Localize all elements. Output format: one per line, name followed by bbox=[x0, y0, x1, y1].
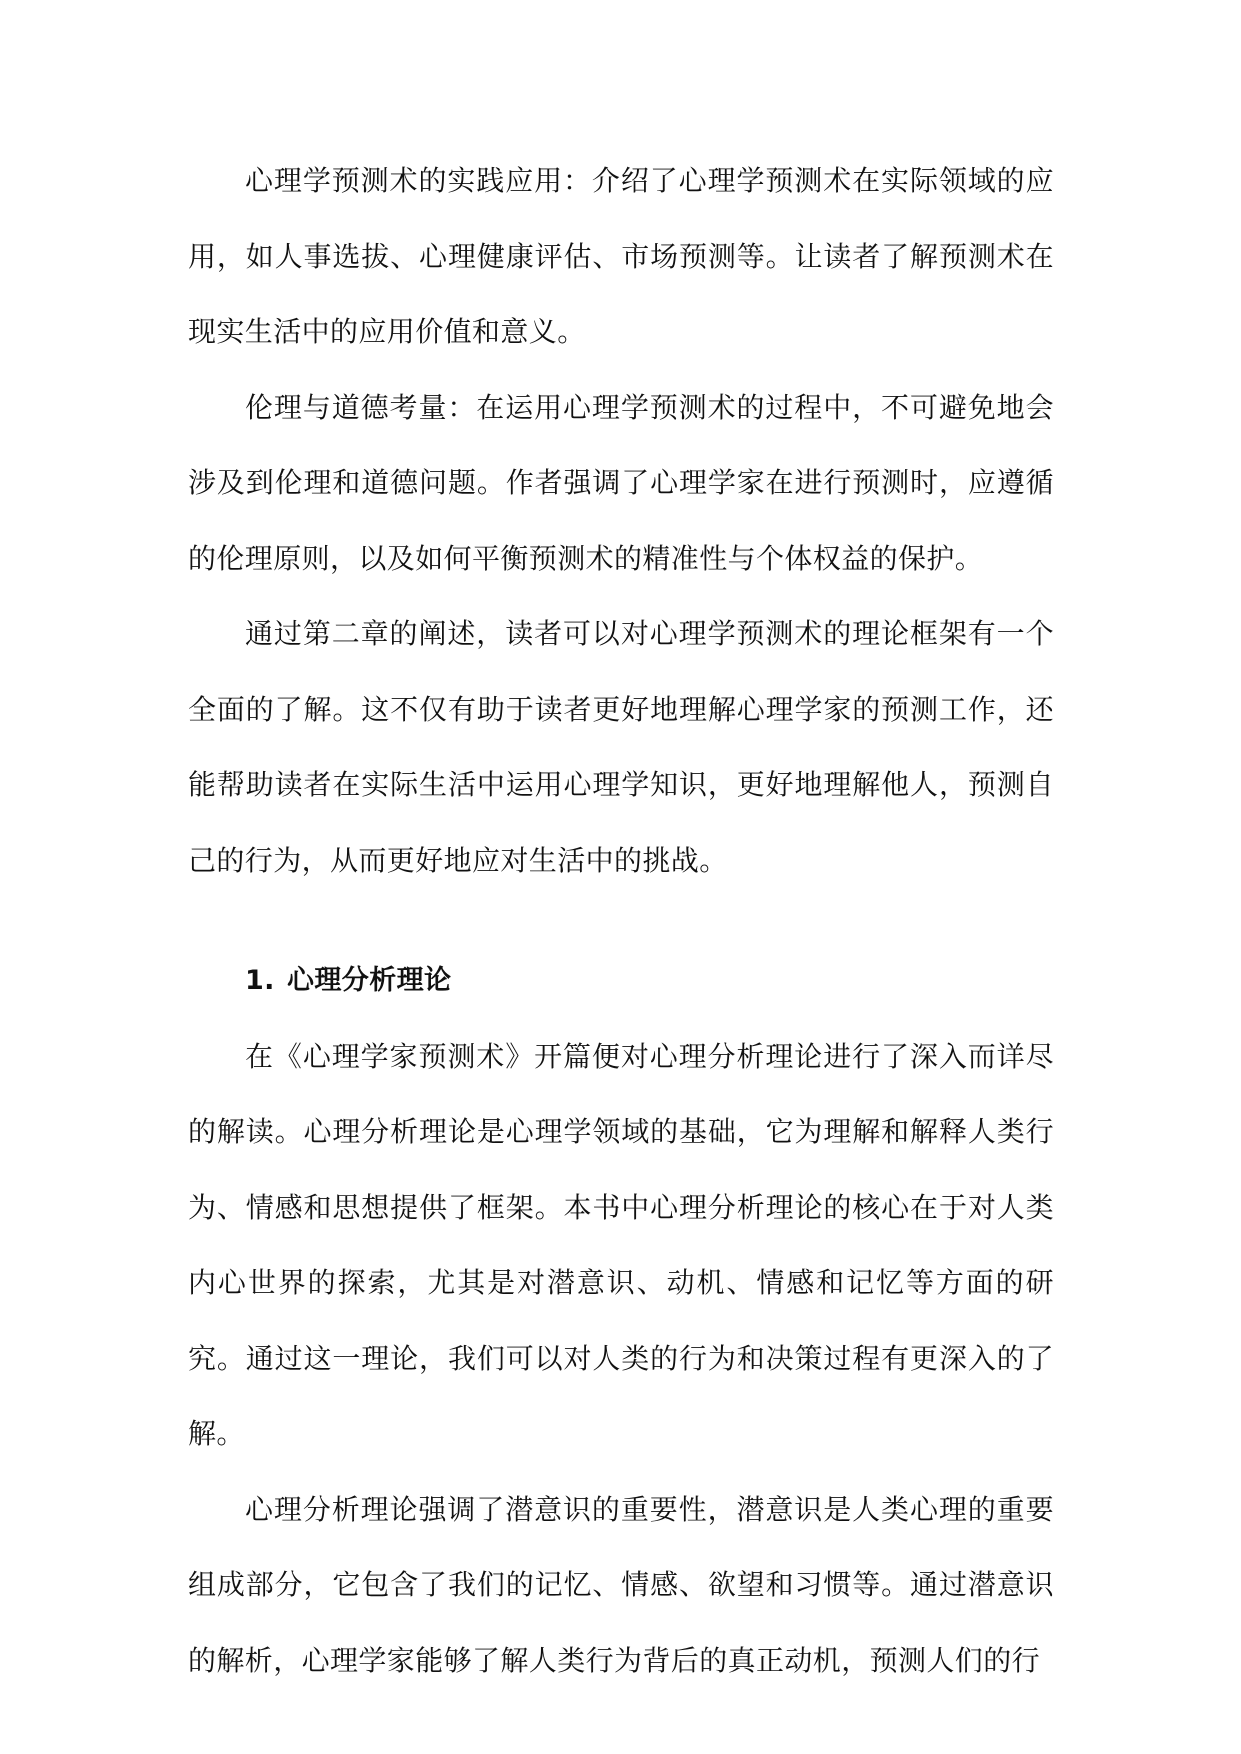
paragraph-psychoanalysis-intro: 在《心理学家预测术》开篇便对心理分析理论进行了深入而详尽的解读。心理分析理论是心理学领域的基础，它为理解和解释人类行为、情感和思想提供了框架。本书中心理分析理论的核心在于对人类内心世界的探索，尤其是对潜意识、动机、情感和记忆等方面的研究。通过这一理论，我们可以对人类的行为和决策过程有更深入的了解。 bbox=[188, 1039, 1054, 1450]
paragraph-ethics: 伦理与道德考量：在运用心理学预测术的过程中，不可避免地会涉及到伦理和道德问题。作者强调了心理学家在进行预测时，应遵循的伦理原则，以及如何平衡预测术的精准性与个体权益的保护。 bbox=[188, 390, 1054, 575]
section-number: 1. bbox=[245, 965, 275, 996]
section-title: 心理分析理论 bbox=[287, 965, 452, 996]
paragraph-practical-application: 心理学预测术的实践应用：介绍了心理学预测术在实际领域的应用，如人事选拔、心理健康评估、市场预测等。让读者了解预测术在现实生活中的应用价值和意义。 bbox=[188, 164, 1054, 348]
document-body bbox=[188, 143, 1054, 1698]
paragraph-chapter-summary: 通过第二章的阐述，读者可以对心理学预测术的理论框架有一个全面的了解。这不仅有助于读者更好地理解心理学家的预测工作，还能帮助读者在实际生活中运用心理学知识，更好地理解他人，预测自己的行为，从而更好地应对生活中的挑战。 bbox=[188, 617, 1054, 877]
paragraph-subconscious: 心理分析理论强调了潜意识的重要性，潜意识是人类心理的重要组成部分，它包含了我们的记忆、情感、欲望和习惯等。通过潜意识的解析，心理学家能够了解人类行为背后的真正动机，预测人们的行 bbox=[188, 1492, 1054, 1677]
section-heading bbox=[188, 943, 1054, 1019]
